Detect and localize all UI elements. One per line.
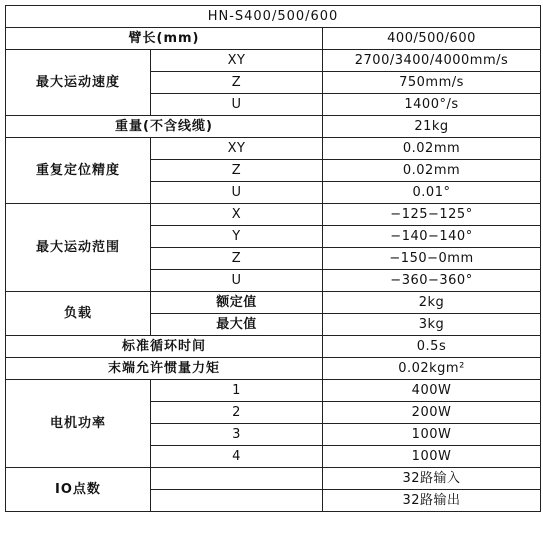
range-value: −360−360° xyxy=(323,270,541,292)
table-row xyxy=(6,468,541,490)
payload-axis: 额定值 xyxy=(151,292,323,314)
motor-power-label: 电机功率 xyxy=(6,380,151,468)
io-value: 32路输入 xyxy=(323,468,541,490)
repeatability-value: 0.02mm xyxy=(323,138,541,160)
motor-power-value: 100W xyxy=(323,446,541,468)
payload-label: 负载 xyxy=(6,292,151,336)
range-axis: Z xyxy=(151,248,323,270)
table-row xyxy=(6,204,541,226)
repeatability-value: 0.01° xyxy=(323,182,541,204)
weight-value: 21kg xyxy=(323,116,541,138)
arm-length-value: 400/500/600 xyxy=(323,28,541,50)
table-row xyxy=(6,138,541,160)
weight-label: 重量(不含线缆) xyxy=(6,116,323,138)
inertia-label: 末端允许惯量力矩 xyxy=(6,358,323,380)
range-value: −140−140° xyxy=(323,226,541,248)
motor-power-value: 200W xyxy=(323,402,541,424)
table-row xyxy=(6,6,541,28)
io-label: IO点数 xyxy=(6,468,151,512)
range-axis: X xyxy=(151,204,323,226)
max-speed-value: 750mm/s xyxy=(323,72,541,94)
motor-power-value: 100W xyxy=(323,424,541,446)
cycle-time-value: 0.5s xyxy=(323,336,541,358)
repeatability-label: 重复定位精度 xyxy=(6,138,151,204)
payload-axis: 最大值 xyxy=(151,314,323,336)
motor-power-axis: 1 xyxy=(151,380,323,402)
io-axis xyxy=(151,490,323,512)
max-speed-value: 2700/3400/4000mm/s xyxy=(323,50,541,72)
table-row xyxy=(6,358,541,380)
max-speed-label: 最大运动速度 xyxy=(6,50,151,116)
payload-value: 3kg xyxy=(323,314,541,336)
table-row xyxy=(6,50,541,72)
cycle-time-label: 标准循环时间 xyxy=(6,336,323,358)
range-value: −125−125° xyxy=(323,204,541,226)
repeatability-axis: XY xyxy=(151,138,323,160)
table-row xyxy=(6,380,541,402)
io-axis xyxy=(151,468,323,490)
repeatability-axis: Z xyxy=(151,160,323,182)
io-value: 32路输出 xyxy=(323,490,541,512)
inertia-value: 0.02kgm² xyxy=(323,358,541,380)
table-row xyxy=(6,116,541,138)
range-value: −150−0mm xyxy=(323,248,541,270)
table-row xyxy=(6,292,541,314)
table-title: HN-S400/500/600 xyxy=(6,6,541,28)
max-speed-axis: XY xyxy=(151,50,323,72)
repeatability-value: 0.02mm xyxy=(323,160,541,182)
max-speed-axis: Z xyxy=(151,72,323,94)
table-row xyxy=(6,336,541,358)
motor-power-axis: 4 xyxy=(151,446,323,468)
motor-power-axis: 2 xyxy=(151,402,323,424)
range-label: 最大运动范围 xyxy=(6,204,151,292)
repeatability-axis: U xyxy=(151,182,323,204)
payload-value: 2kg xyxy=(323,292,541,314)
range-axis: U xyxy=(151,270,323,292)
table-row xyxy=(6,28,541,50)
spec-table xyxy=(5,5,541,512)
motor-power-value: 400W xyxy=(323,380,541,402)
max-speed-axis: U xyxy=(151,94,323,116)
motor-power-axis: 3 xyxy=(151,424,323,446)
range-axis: Y xyxy=(151,226,323,248)
max-speed-value: 1400°/s xyxy=(323,94,541,116)
arm-length-label: 臂长(mm) xyxy=(6,28,323,50)
